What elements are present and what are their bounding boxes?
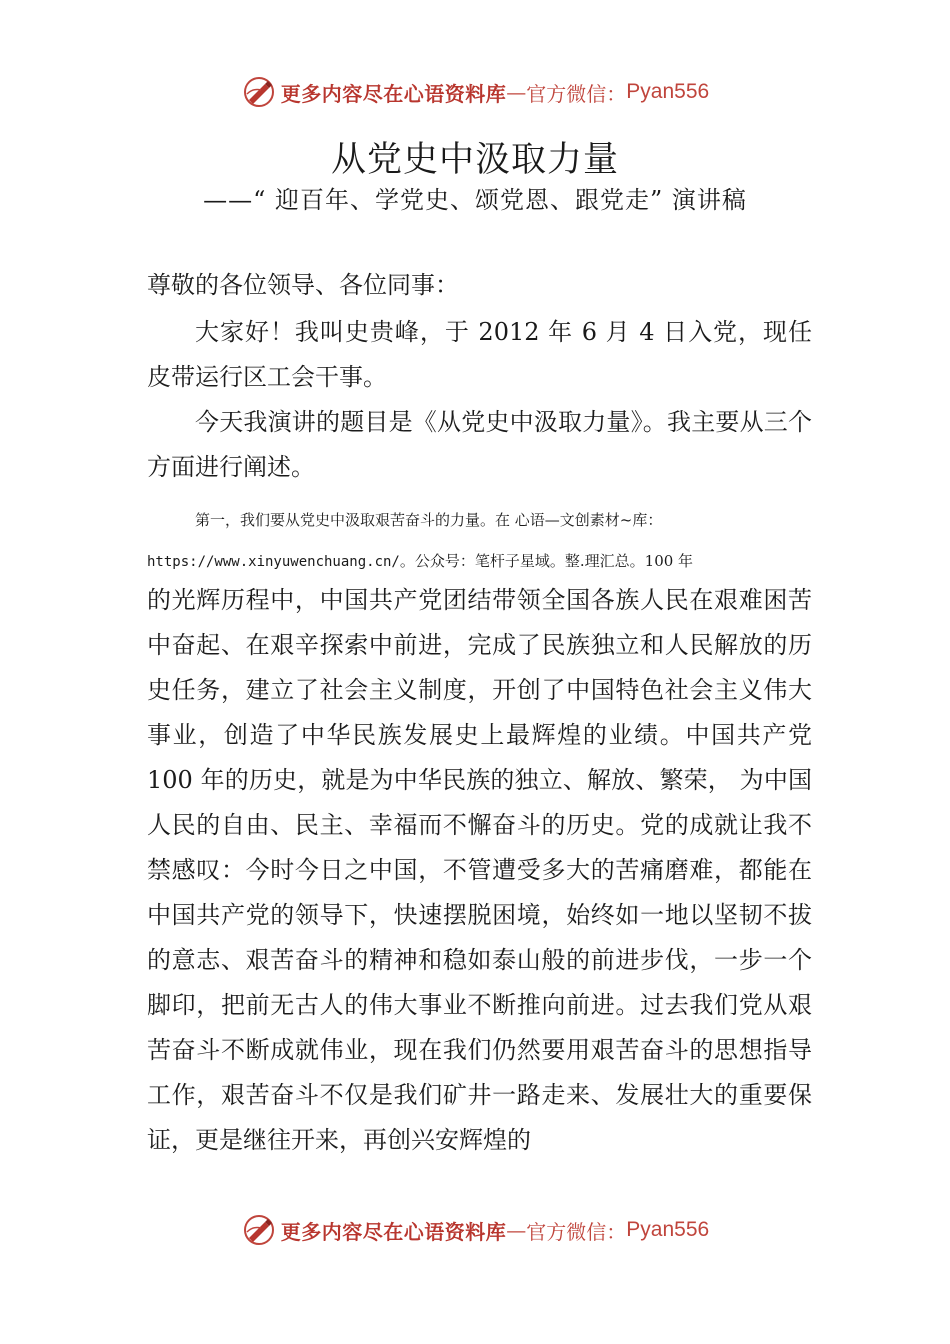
small-text-source-line [147,549,812,574]
paragraph-topic: 今天我演讲的题目是《从党史中汲取力量》。我主要从三个方面进行阐述。 [147,408,812,481]
pen-logo-icon [241,1212,277,1248]
banner-wechat-id: Pyan556 [626,1218,710,1241]
paragraph-body: 的光辉历程中，中国共产党团结带领全国各族人民在艰难困苦中奋起、在艰辛探索中前进，完成了民族独立和人民解放的历史任务，建立了社会主义制度，开创了中国特色社会主义伟大事业，创造了中华民族发展史上最辉煌的业绩。中国共产党 100 年的历史，就是为中华民族的独立、解放、繁荣， 为中国人民的自由、民主、幸福而不懈奋斗的历史。党的成就让我不禁感叹：今时今日之中国，不管遭受多大的苦痛磨难，都能在中国共产党的领导下，快速摆脱困境，始终如一地以坚韧不拔的意志、艰苦奋斗的精神和稳如泰山般的前进步伐，一步一个脚印，把前无古人的伟大事业不断推向前进。过去我们党从艰苦奋斗不断成就伟业，现在我们仍然要用艰苦奋斗的思想指导工作，艰苦奋斗不仅是我们矿井一路走来、发展壮大的重要保证，更是继往开来，再创兴安辉煌的 [147,586,812,1154]
footer-banner [0,1208,950,1252]
greeting: 尊敬的各位领导、各位同事： [147,271,459,299]
document-body [147,263,812,1163]
banner-wechat-id: Pyan556 [626,80,710,103]
header-banner [0,70,950,114]
pen-logo-icon [241,74,277,110]
banner-wechat-label: 官方微信： [526,1219,627,1244]
banner-dash: — [506,80,527,104]
source-rest: 。公众号：笔杆子星域。整.理汇总。100 年 [399,552,694,570]
document-subtitle: ——“ 迎百年、学党史、颂党恩、跟党走” 演讲稿 [203,186,747,214]
source-url: https://www.xinyuwenchuang.cn/ [147,554,400,570]
banner-wechat-label: 官方微信： [526,81,627,106]
banner-text: 更多内容尽在心语资料库 [280,81,507,106]
document-title: 从党史中汲取力量 [330,140,619,180]
banner-text: 更多内容尽在心语资料库 [280,1219,507,1244]
banner-dash: — [506,1218,527,1242]
small-text-line: 第一，我们要从党史中汲取艰苦奋斗的力量。在 心语—文创素材~库： [195,511,663,529]
paragraph-intro: 大家好！我叫史贵峰，于 2012 年 6 月 4 日入党，现任皮带运行区工会干事。 [147,318,812,391]
